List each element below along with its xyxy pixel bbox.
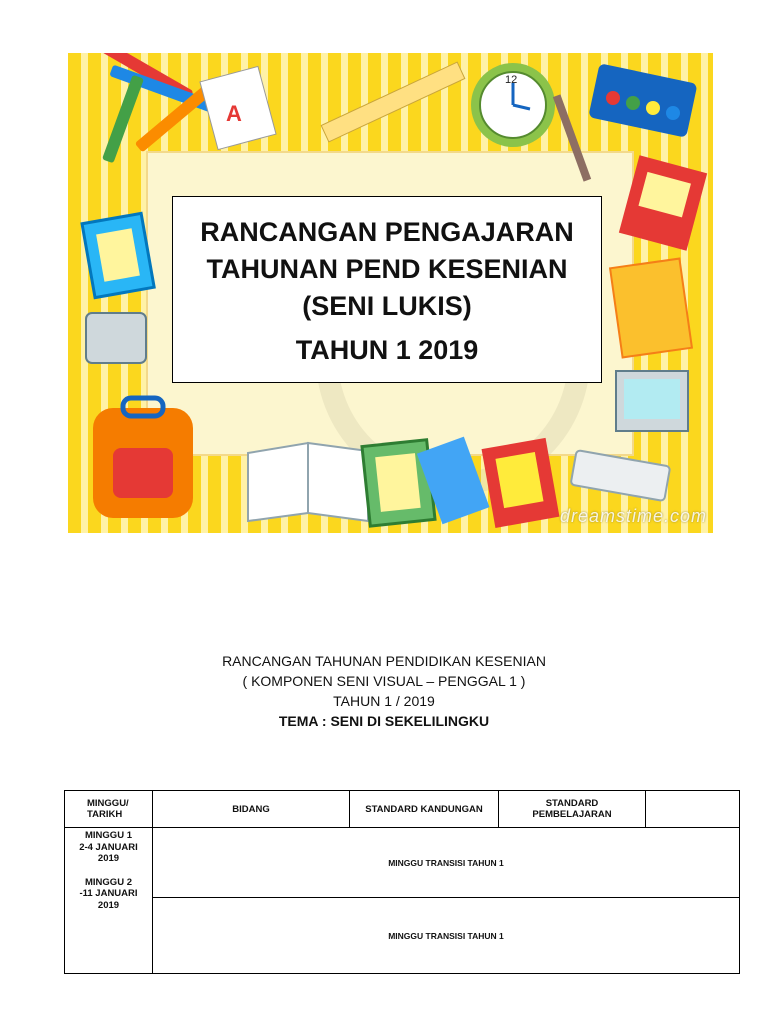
- paintbrush-icon: [553, 94, 591, 181]
- cover-year: TAHUN 1 2019: [295, 334, 479, 365]
- pencils-icon: [92, 53, 216, 163]
- keyboard-icon: [571, 450, 671, 501]
- folder-icon: [610, 259, 692, 358]
- week-1-label: MINGGU 1: [85, 830, 132, 841]
- subtitle-line-3: TAHUN 1 / 2019: [333, 693, 435, 709]
- cover-title-box: [172, 196, 602, 383]
- week-cell: [65, 828, 153, 974]
- header-bidang: BIDANG: [153, 791, 350, 828]
- svg-text:A: A: [226, 101, 242, 126]
- calculator-icon: [86, 313, 146, 363]
- open-book-icon: [248, 443, 368, 521]
- header-minggu-tarikh: [65, 791, 153, 828]
- header-empty: [646, 791, 740, 828]
- subtitle-line-1: RANCANGAN TAHUNAN PENDIDIKAN KESENIAN: [222, 653, 546, 669]
- plan-table: [64, 790, 740, 974]
- backpack-icon: [93, 398, 193, 518]
- paint-box-icon: [588, 63, 697, 138]
- week-2-year: 2019: [97, 899, 120, 911]
- monitor-icon: [616, 371, 688, 431]
- cover-banner: [68, 53, 713, 533]
- subtitle-theme: TEMA : SENI DI SEKELILINGKU: [278, 713, 490, 729]
- header-pembelajaran: PEMBELAJARAN: [532, 809, 612, 820]
- week-1-year: 2019: [97, 853, 120, 864]
- cover-title-line-2: TAHUNAN PEND KESENIAN: [206, 253, 568, 284]
- subtitle-line-2: ( KOMPONEN SENI VISUAL – PENGGAL 1 ): [242, 673, 526, 689]
- header-standard-kandungan: STANDARD KANDUNGAN: [350, 791, 499, 828]
- transition-week-cell-2: MINGGU TRANSISI TAHUN 1: [153, 898, 740, 974]
- cover-title-line-1: RANCANGAN PENGAJARAN: [200, 216, 574, 247]
- table-row: [65, 898, 740, 974]
- table-row: [65, 828, 740, 898]
- svg-text:12: 12: [505, 74, 518, 86]
- week-2-label: MINGGU 2: [85, 876, 132, 888]
- clock-icon: [471, 63, 555, 147]
- header-tarikh: TARIKH: [87, 809, 123, 820]
- header-standard: STANDARD: [545, 797, 599, 809]
- week-2-date: -11 JANUARI: [79, 888, 138, 899]
- document-subtitle: [0, 651, 768, 731]
- week-1-date: 2-4 JANUARI: [79, 841, 138, 853]
- cover-title-line-3: (SENI LUKIS): [302, 290, 472, 321]
- header-minggu: MINGGU/: [87, 797, 129, 809]
- table-header-row: [65, 791, 740, 828]
- watermark-text: dreamstime.com: [559, 506, 707, 526]
- transition-week-cell-1: MINGGU TRANSISI TAHUN 1: [153, 828, 740, 898]
- paper-icon: [200, 66, 276, 149]
- ruler-icon: [321, 62, 465, 142]
- header-standard-pembelajaran: [499, 791, 646, 828]
